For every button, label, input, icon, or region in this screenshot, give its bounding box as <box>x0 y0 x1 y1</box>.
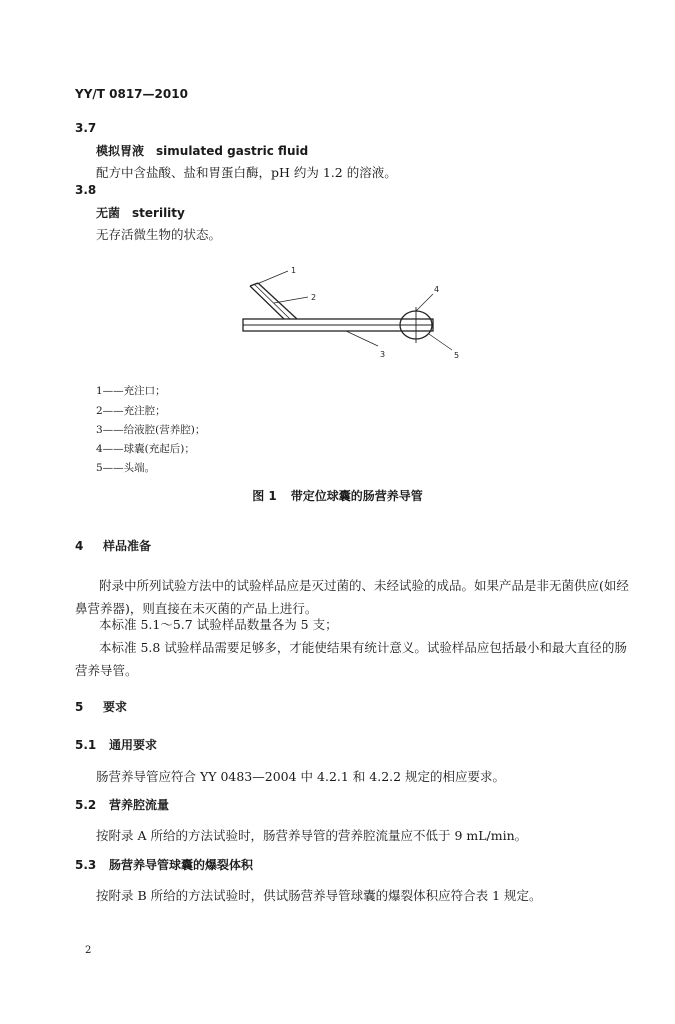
section-5-2-heading <box>75 796 169 813</box>
clause-number-3-7: 3.7 <box>75 121 97 135</box>
section-title: 通用要求 <box>109 738 158 752</box>
catheter-figure <box>0 0 675 380</box>
legend-item-2: 2——充注腔； <box>96 405 166 417</box>
fill-port <box>250 283 258 286</box>
leader-3 <box>346 331 378 346</box>
section-title: 营养腔流量 <box>109 798 170 812</box>
leader-1 <box>257 271 288 284</box>
section-title: 肠营养导管球囊的爆裂体积 <box>109 858 254 872</box>
term-en: simulated gastric fluid <box>156 144 309 158</box>
section-number: 5.3 <box>75 858 97 872</box>
legend-item-3: 3——给液腔(营养腔)； <box>96 424 206 436</box>
section-number: 4 <box>75 539 84 553</box>
side-arm-lumen <box>254 284 290 319</box>
standard-id: YY/T 0817—2010 <box>75 87 188 101</box>
callout-3: 3 <box>380 350 386 359</box>
term-zh: 无菌 <box>96 206 121 220</box>
term-zh: 模拟胃液 <box>96 144 145 158</box>
section-5-1-text: 肠营养导管应符合 YY 0483—2004 中 4.2.1 和 4.2.2 规定的相应要求。 <box>96 769 506 784</box>
section-5-1-heading <box>75 736 157 753</box>
section-number: 5.1 <box>75 738 97 752</box>
legend-item-1: 1——充注口； <box>96 385 166 397</box>
callout-1: 1 <box>291 266 297 275</box>
legend-item-4: 4——球囊(充起后)； <box>96 443 195 455</box>
leader-2 <box>274 297 308 303</box>
section-5-2-text: 按附录 A 所给的方法试验时，肠营养导管的营养腔流量应不低于 9 mL/min。 <box>96 828 528 843</box>
leader-5 <box>429 334 452 350</box>
callout-2: 2 <box>311 293 317 302</box>
section-title: 要求 <box>103 700 128 714</box>
definition-3-7: 配方中含盐酸、盐和胃蛋白酶，pH 约为 1.2 的溶液。 <box>96 165 397 180</box>
leader-4 <box>416 294 433 311</box>
term-en: sterility <box>132 206 185 220</box>
section-4-paragraph-2: 本标准 5.1～5.7 试验样品数量各为 5 支； <box>99 617 338 632</box>
clause-number-3-8: 3.8 <box>75 183 97 197</box>
section-5-3-text: 按附录 B 所给的方法试验时，供试肠营养导管球囊的爆裂体积应符合表 1 规定。 <box>96 888 542 903</box>
section-number: 5 <box>75 700 84 714</box>
figure-number: 图 1 <box>252 489 277 503</box>
callout-4: 4 <box>434 285 440 294</box>
legend-item-5: 5——头端。 <box>96 462 156 474</box>
callout-5: 5 <box>454 351 460 360</box>
section-4-heading <box>75 537 151 554</box>
section-title: 样品准备 <box>103 539 152 553</box>
page-number: 2 <box>85 945 92 956</box>
figure-title: 带定位球囊的肠营养导管 <box>290 489 423 503</box>
section-4-paragraph-1: 附录中所列试验方法中的试验样品应是灭过菌的、未经试验的成品。如果产品是非无菌供应(如经鼻营养器)，则直接在未灭菌的产品上进行。 <box>75 578 629 616</box>
definition-3-8: 无存活微生物的状态。 <box>96 227 222 242</box>
figure-caption <box>0 487 675 504</box>
section-4-paragraph-3: 本标准 5.8 试验样品需要足够多，才能使结果有统计意义。试验样品应包括最小和最大直径的肠营养导管。 <box>75 640 627 678</box>
section-5-heading <box>75 698 127 715</box>
section-number: 5.2 <box>75 798 97 812</box>
side-arm-lower-edge <box>258 283 297 319</box>
section-5-3-heading <box>75 856 253 873</box>
